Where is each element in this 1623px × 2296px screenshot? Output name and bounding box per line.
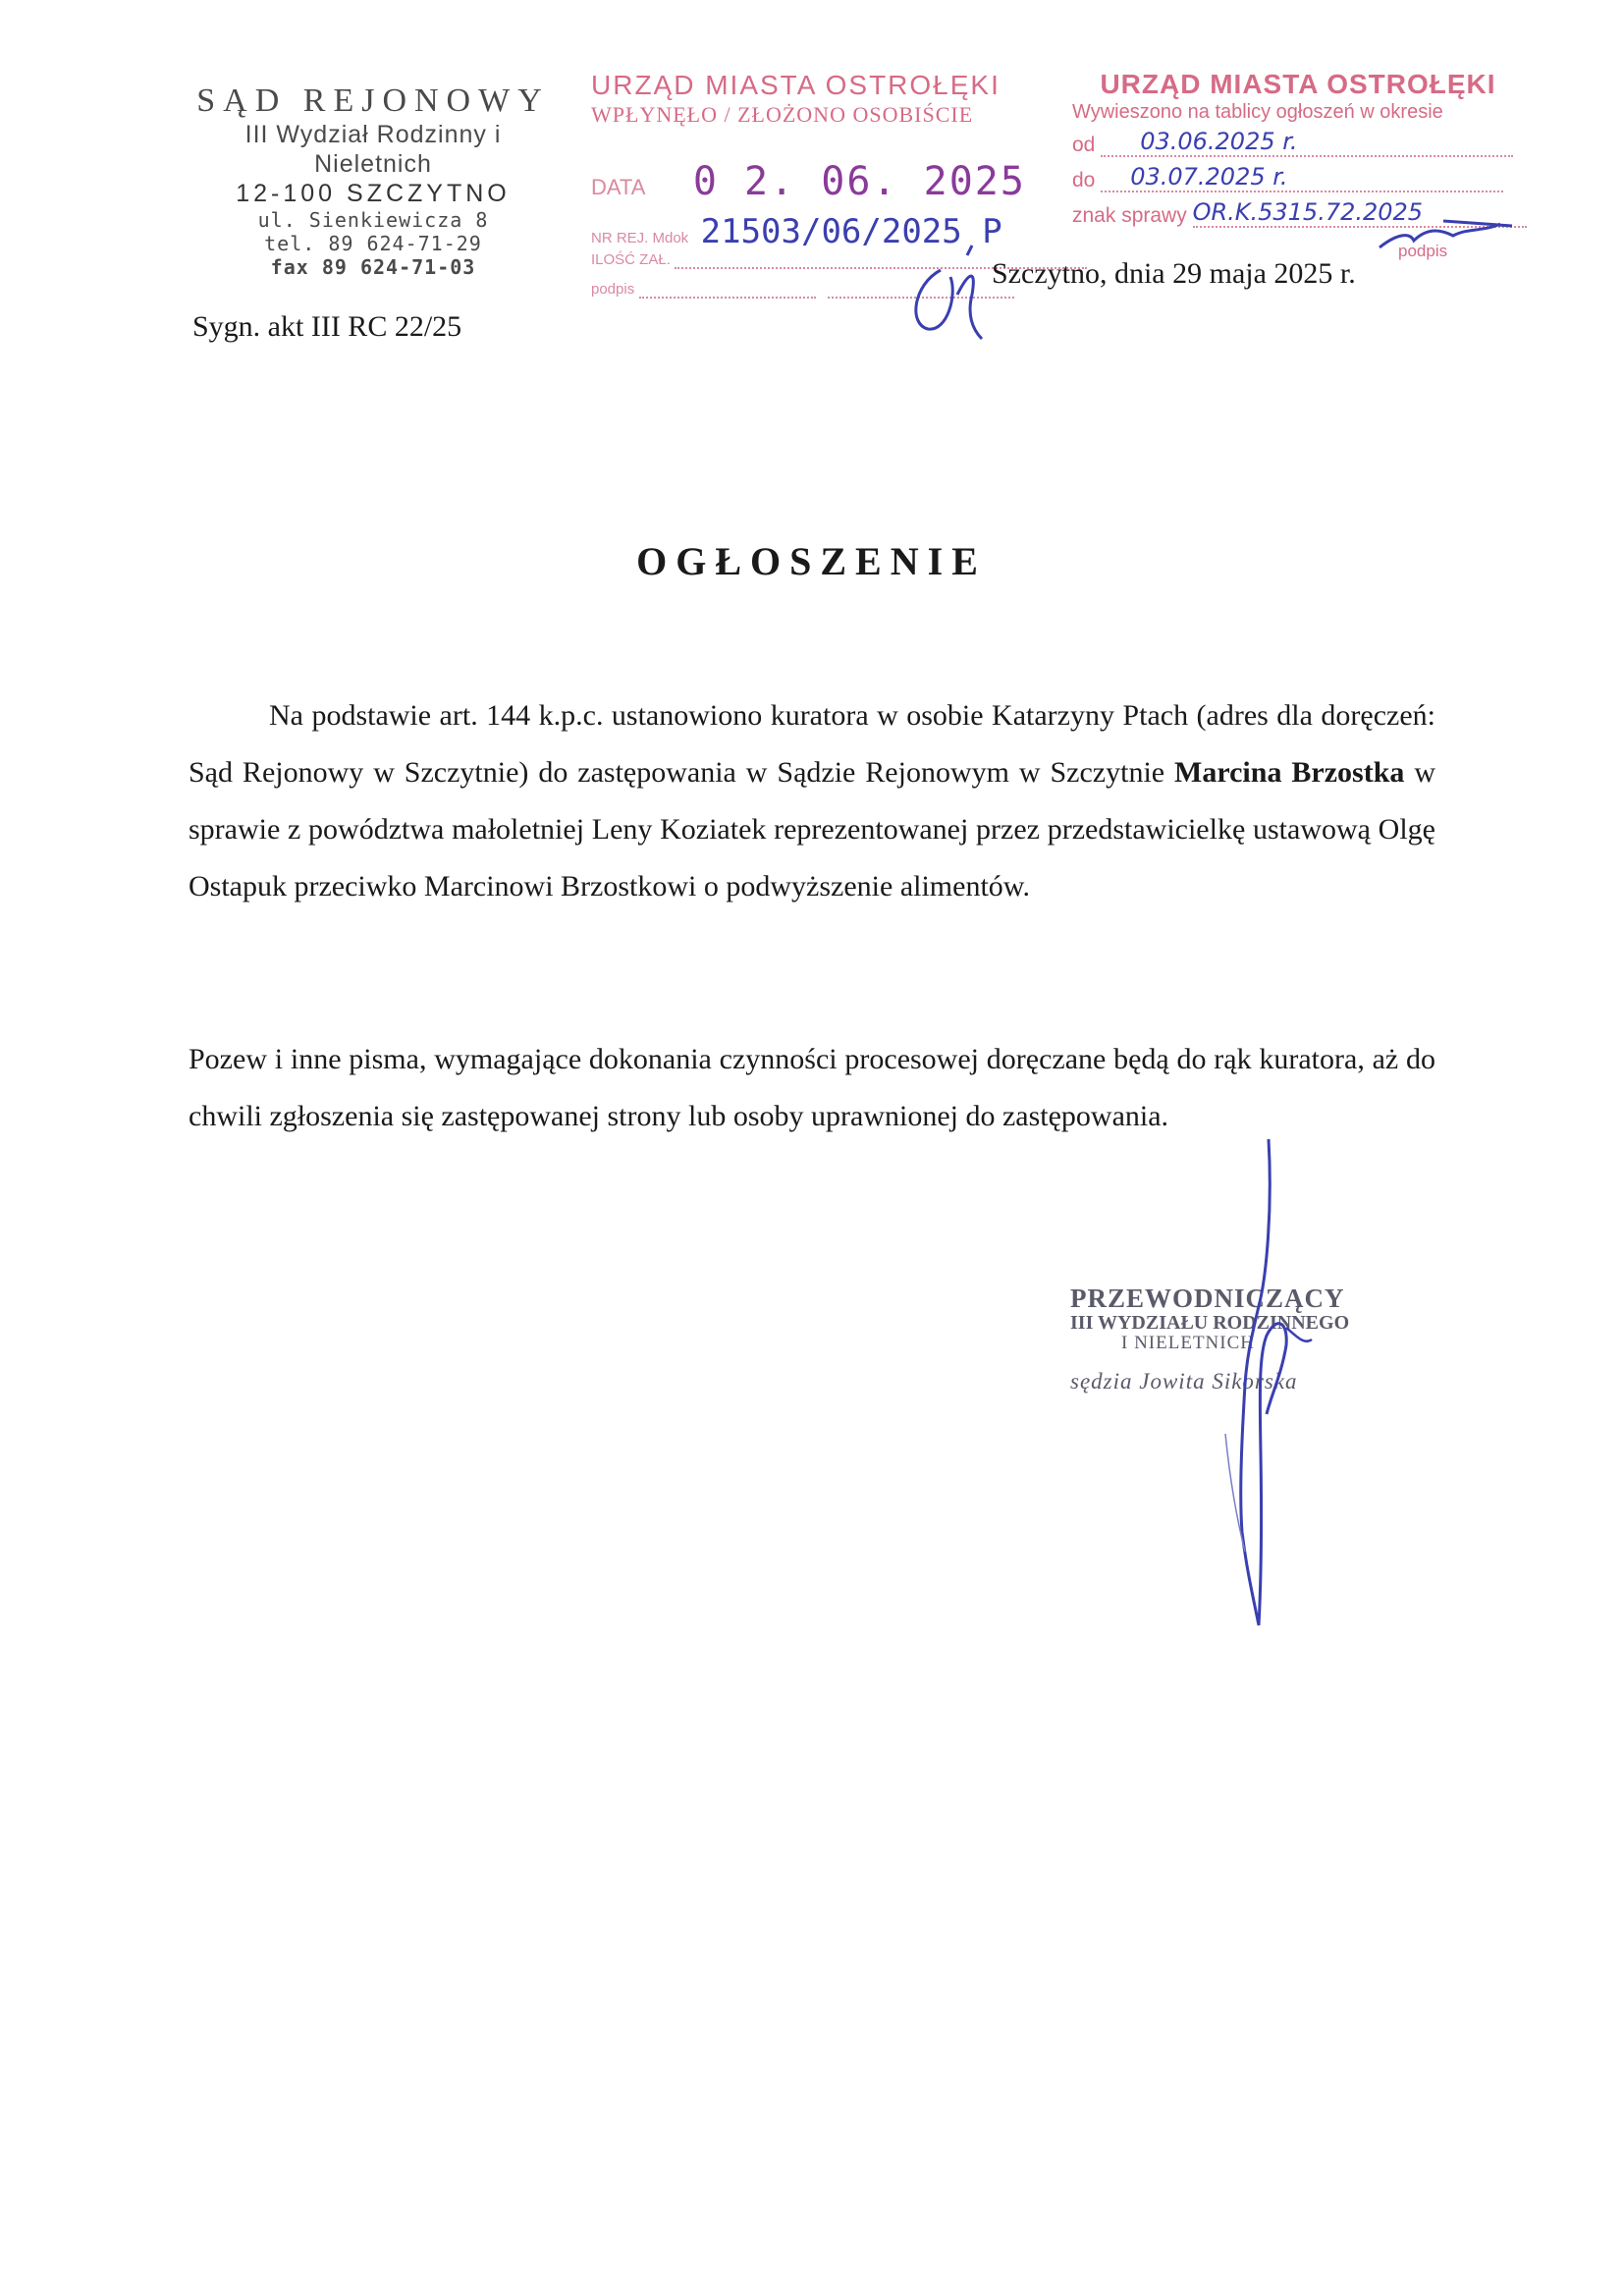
court-stamp xyxy=(187,82,560,279)
received-stamp-office: URZĄD MIASTA OSTROŁĘKI xyxy=(591,70,1001,100)
place-date: Szczytno, dnia 29 maja 2025 r. xyxy=(992,257,1356,290)
posted-case-value: OR.K.5315.72.2025 xyxy=(1192,198,1424,226)
paragraph-1-text-b: w sprawie z powództwa małoletniej Leny Koziatek reprezentowanej przez przedstawicielkę ustawową Olgę Ostapuk przeciwko Marcinowi Brzostkowi o podwyższenie alimentów. xyxy=(189,756,1435,902)
received-date-label: DATA xyxy=(591,175,646,199)
posted-to-value: 03.07.2025 r. xyxy=(1130,163,1288,191)
received-number-label: NR REJ. Mdok xyxy=(591,230,689,246)
signature-stamp-title: PRZEWODNICZĄCY xyxy=(1070,1284,1345,1313)
posted-to-label: do xyxy=(1072,169,1096,191)
document-title: OGŁOSZENIE xyxy=(636,539,987,583)
received-signature-line-2 xyxy=(828,297,1014,299)
signature-stamp xyxy=(1070,1285,1365,1394)
received-signature-line xyxy=(639,297,816,299)
received-number-value: 21503/06/2025 P xyxy=(700,212,1002,251)
case-number: Sygn. akt III RC 22/25 xyxy=(192,310,462,343)
posted-stamp xyxy=(1072,69,1524,265)
paragraph-2: Pozew i inne pisma, wymagające dokonania czynności procesowej doręczane będą do rąk kuratora, aż do chwili zgłoszenia się zastępowanej strony lub osoby uprawnionej do zastępowania. xyxy=(189,1043,1435,1132)
court-stamp-department: III Wydział Rodzinny i Nieletnich xyxy=(244,121,502,178)
received-attachments-label: ILOŚĆ ZAŁ. xyxy=(591,251,671,268)
court-stamp-phone: tel. 89 624-71-29 xyxy=(264,232,482,255)
judge-signature-flourish xyxy=(1225,1434,1245,1552)
defendant-name: Marcina Brzostka xyxy=(1174,756,1405,789)
received-stamp xyxy=(591,69,1033,304)
paragraph-1 xyxy=(189,687,1435,915)
signature-stamp-department-2: I NIELETNICH xyxy=(1121,1333,1255,1353)
court-stamp-fax: fax 89 624-71-03 xyxy=(270,255,476,279)
posted-stamp-caption: Wywieszono na tablicy ogłoszeń w okresie xyxy=(1072,101,1443,123)
paragraph-1-text-a: Na podstawie art. 144 k.p.c. ustanowiono kuratora w osobie Katarzyny Ptach (adres dla doręczeń: Sąd Rejonowy w Szczytnie) do zastępowania w Sądzie Rejonowym w Szczytnie xyxy=(189,699,1435,789)
received-date-value: 0 2. 06. 2025 xyxy=(692,159,1026,204)
posted-from-value: 03.06.2025 r. xyxy=(1140,128,1298,155)
court-stamp-city: 12-100 SZCZYTNO xyxy=(236,180,511,207)
posted-stamp-office: URZĄD MIASTA OSTROŁĘKI xyxy=(1100,69,1496,99)
signature-stamp-department: III WYDZIAŁU RODZINNEGO xyxy=(1070,1312,1350,1334)
posted-from-label: od xyxy=(1072,134,1096,156)
received-stamp-caption: WPŁYNĘŁO / ZŁOŻONO OSOBIŚCIE xyxy=(591,102,974,127)
posted-case-label: znak sprawy xyxy=(1072,204,1187,227)
court-stamp-name: SĄD REJONOWY xyxy=(196,82,550,119)
posted-signature-label: podpis xyxy=(1398,242,1448,260)
court-stamp-street: ul. Sienkiewicza 8 xyxy=(257,208,489,232)
received-signature-label: podpis xyxy=(591,281,635,298)
signature-stamp-judge: sędzia Jowita Sikorska xyxy=(1070,1369,1298,1394)
